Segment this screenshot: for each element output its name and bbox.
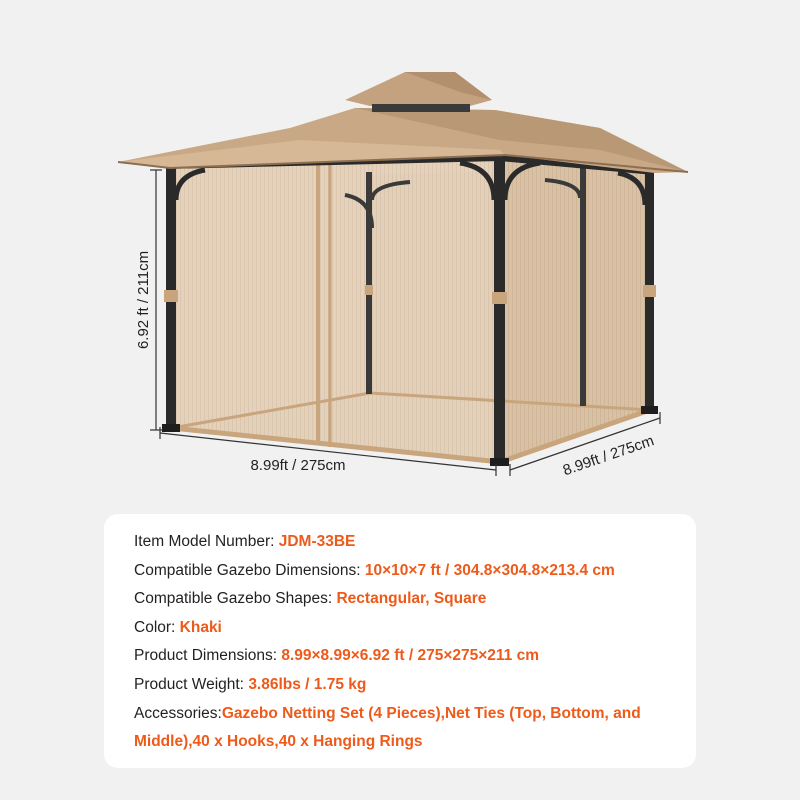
spec-value: 8.99×8.99×6.92 ft / 275×275×211 cm <box>281 647 540 665</box>
spec-key: Color: <box>134 618 180 636</box>
spec-value: 10×10×7 ft / 304.8×304.8×213.4 cm <box>364 561 615 579</box>
front-netting-right <box>318 160 500 462</box>
spec-value: Khaki <box>179 618 222 636</box>
spec-row-model <box>134 528 696 557</box>
spec-row-product-dimensions <box>134 642 696 671</box>
spec-card <box>104 514 696 768</box>
spec-key: Product Dimensions: <box>134 647 282 665</box>
spec-key: Compatible Gazebo Shapes: <box>134 590 337 608</box>
spec-row-color <box>134 614 696 643</box>
spec-key: Compatible Gazebo Dimensions: <box>134 561 365 579</box>
spec-key: Product Weight: <box>134 675 249 693</box>
spec-key: Item Model Number: <box>134 533 279 550</box>
spec-row-accessories <box>134 700 674 757</box>
spec-value: JDM-33BE <box>278 533 356 550</box>
spec-key: Accessories: <box>134 704 222 722</box>
spec-value: 3.86lbs / 1.75 kg <box>248 675 367 693</box>
depth-label: 8.99ft / 275cm <box>560 432 657 480</box>
front-netting-left <box>172 163 318 445</box>
height-dimension <box>135 170 162 430</box>
spec-row-compatible-dimensions <box>134 557 696 586</box>
spec-row-compatible-shapes <box>134 585 696 614</box>
front-right-post <box>494 158 505 464</box>
spec-row-weight <box>134 671 696 700</box>
spec-value: Gazebo Netting Set (4 Pieces),Net Ties (Top, Bottom, and Middle),40 x Hooks,40 x Hanging Rings <box>134 704 641 751</box>
width-label: 8.99ft / 275cm <box>250 457 346 474</box>
height-label: 6.92 ft / 211cm <box>135 250 152 350</box>
spec-value: Rectangular, Square <box>336 590 487 608</box>
